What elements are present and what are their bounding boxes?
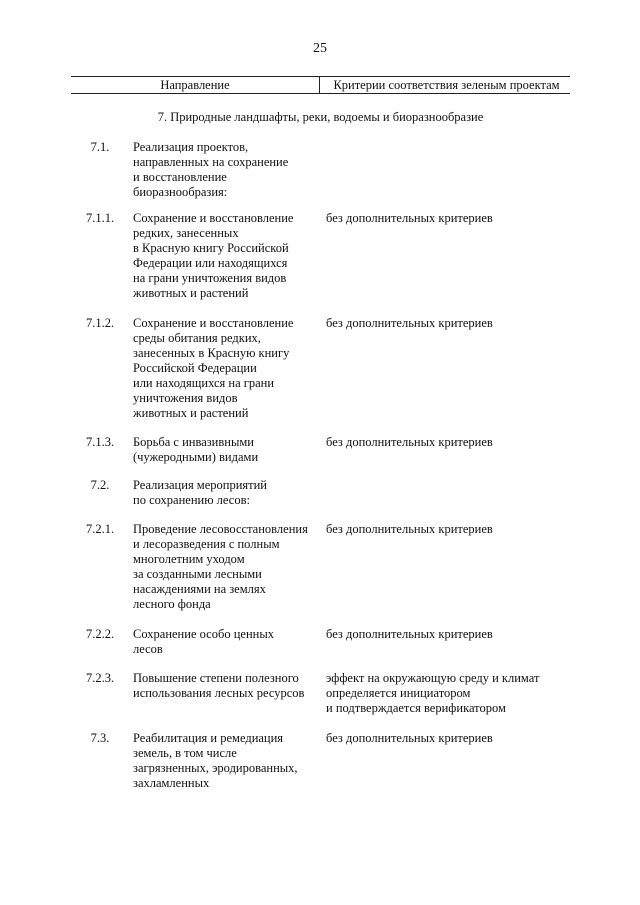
- row-criteria: эффект на окружающую среду и климат определяется инициатором и подтверждается верификатором: [326, 671, 540, 715]
- row-direction: Проведение лесовосстановления и лесоразведения с полным многолетним уходом за созданными лесными насаждениями на землях лесного фонда: [133, 522, 308, 611]
- table-header: [71, 76, 570, 94]
- row-number: 7.2.1.: [85, 522, 115, 536]
- header-divider: [319, 77, 320, 93]
- row-number: 7.1.: [90, 140, 110, 154]
- page-number: 25: [313, 41, 327, 56]
- row-direction: Сохранение особо ценных лесов: [133, 627, 274, 656]
- row-direction: Повышение степени полезного использования лесных ресурсов: [133, 671, 305, 700]
- row-number: 7.2.2.: [85, 627, 115, 641]
- row-number: 7.1.3.: [85, 435, 115, 449]
- row-criteria: без дополнительных критериев: [326, 435, 493, 449]
- row-criteria: без дополнительных критериев: [326, 731, 493, 745]
- row-criteria: без дополнительных критериев: [326, 522, 493, 536]
- row-criteria: без дополнительных критериев: [326, 211, 493, 225]
- row-criteria: без дополнительных критериев: [326, 316, 493, 330]
- row-direction: Сохранение и восстановление редких, занесенных в Красную книгу Российской Федерации или находящихся на грани уничтожения видов животных и растений: [133, 211, 294, 300]
- header-criteria: Критерии соответствия зеленым проектам: [333, 78, 560, 92]
- row-number: 7.2.3.: [85, 671, 115, 685]
- row-number: 7.1.2.: [85, 316, 115, 330]
- row-direction: Реализация проектов, направленных на сохранение и восстановление биоразнообразия:: [133, 140, 289, 199]
- row-number: 7.1.1.: [85, 211, 115, 225]
- row-direction: Реализация мероприятий по сохранению лесов:: [133, 478, 267, 507]
- row-direction: Борьба с инвазивными (чужеродными) видами: [133, 435, 259, 464]
- header-direction: Направление: [160, 78, 230, 92]
- row-number: 7.2.: [90, 478, 110, 492]
- section-title: 7. Природные ландшафты, реки, водоемы и биоразнообразие: [157, 110, 484, 124]
- row-number: 7.3.: [90, 731, 110, 745]
- row-direction: Реабилитация и ремедиация земель, в том числе загрязненных, эродированных, захламленных: [133, 731, 298, 790]
- row-direction: Сохранение и восстановление среды обитания редких, занесенных в Красную книгу Российской Федерации или находящихся на грани уничтожения видов животных и растений: [133, 316, 294, 420]
- row-criteria: без дополнительных критериев: [326, 627, 493, 641]
